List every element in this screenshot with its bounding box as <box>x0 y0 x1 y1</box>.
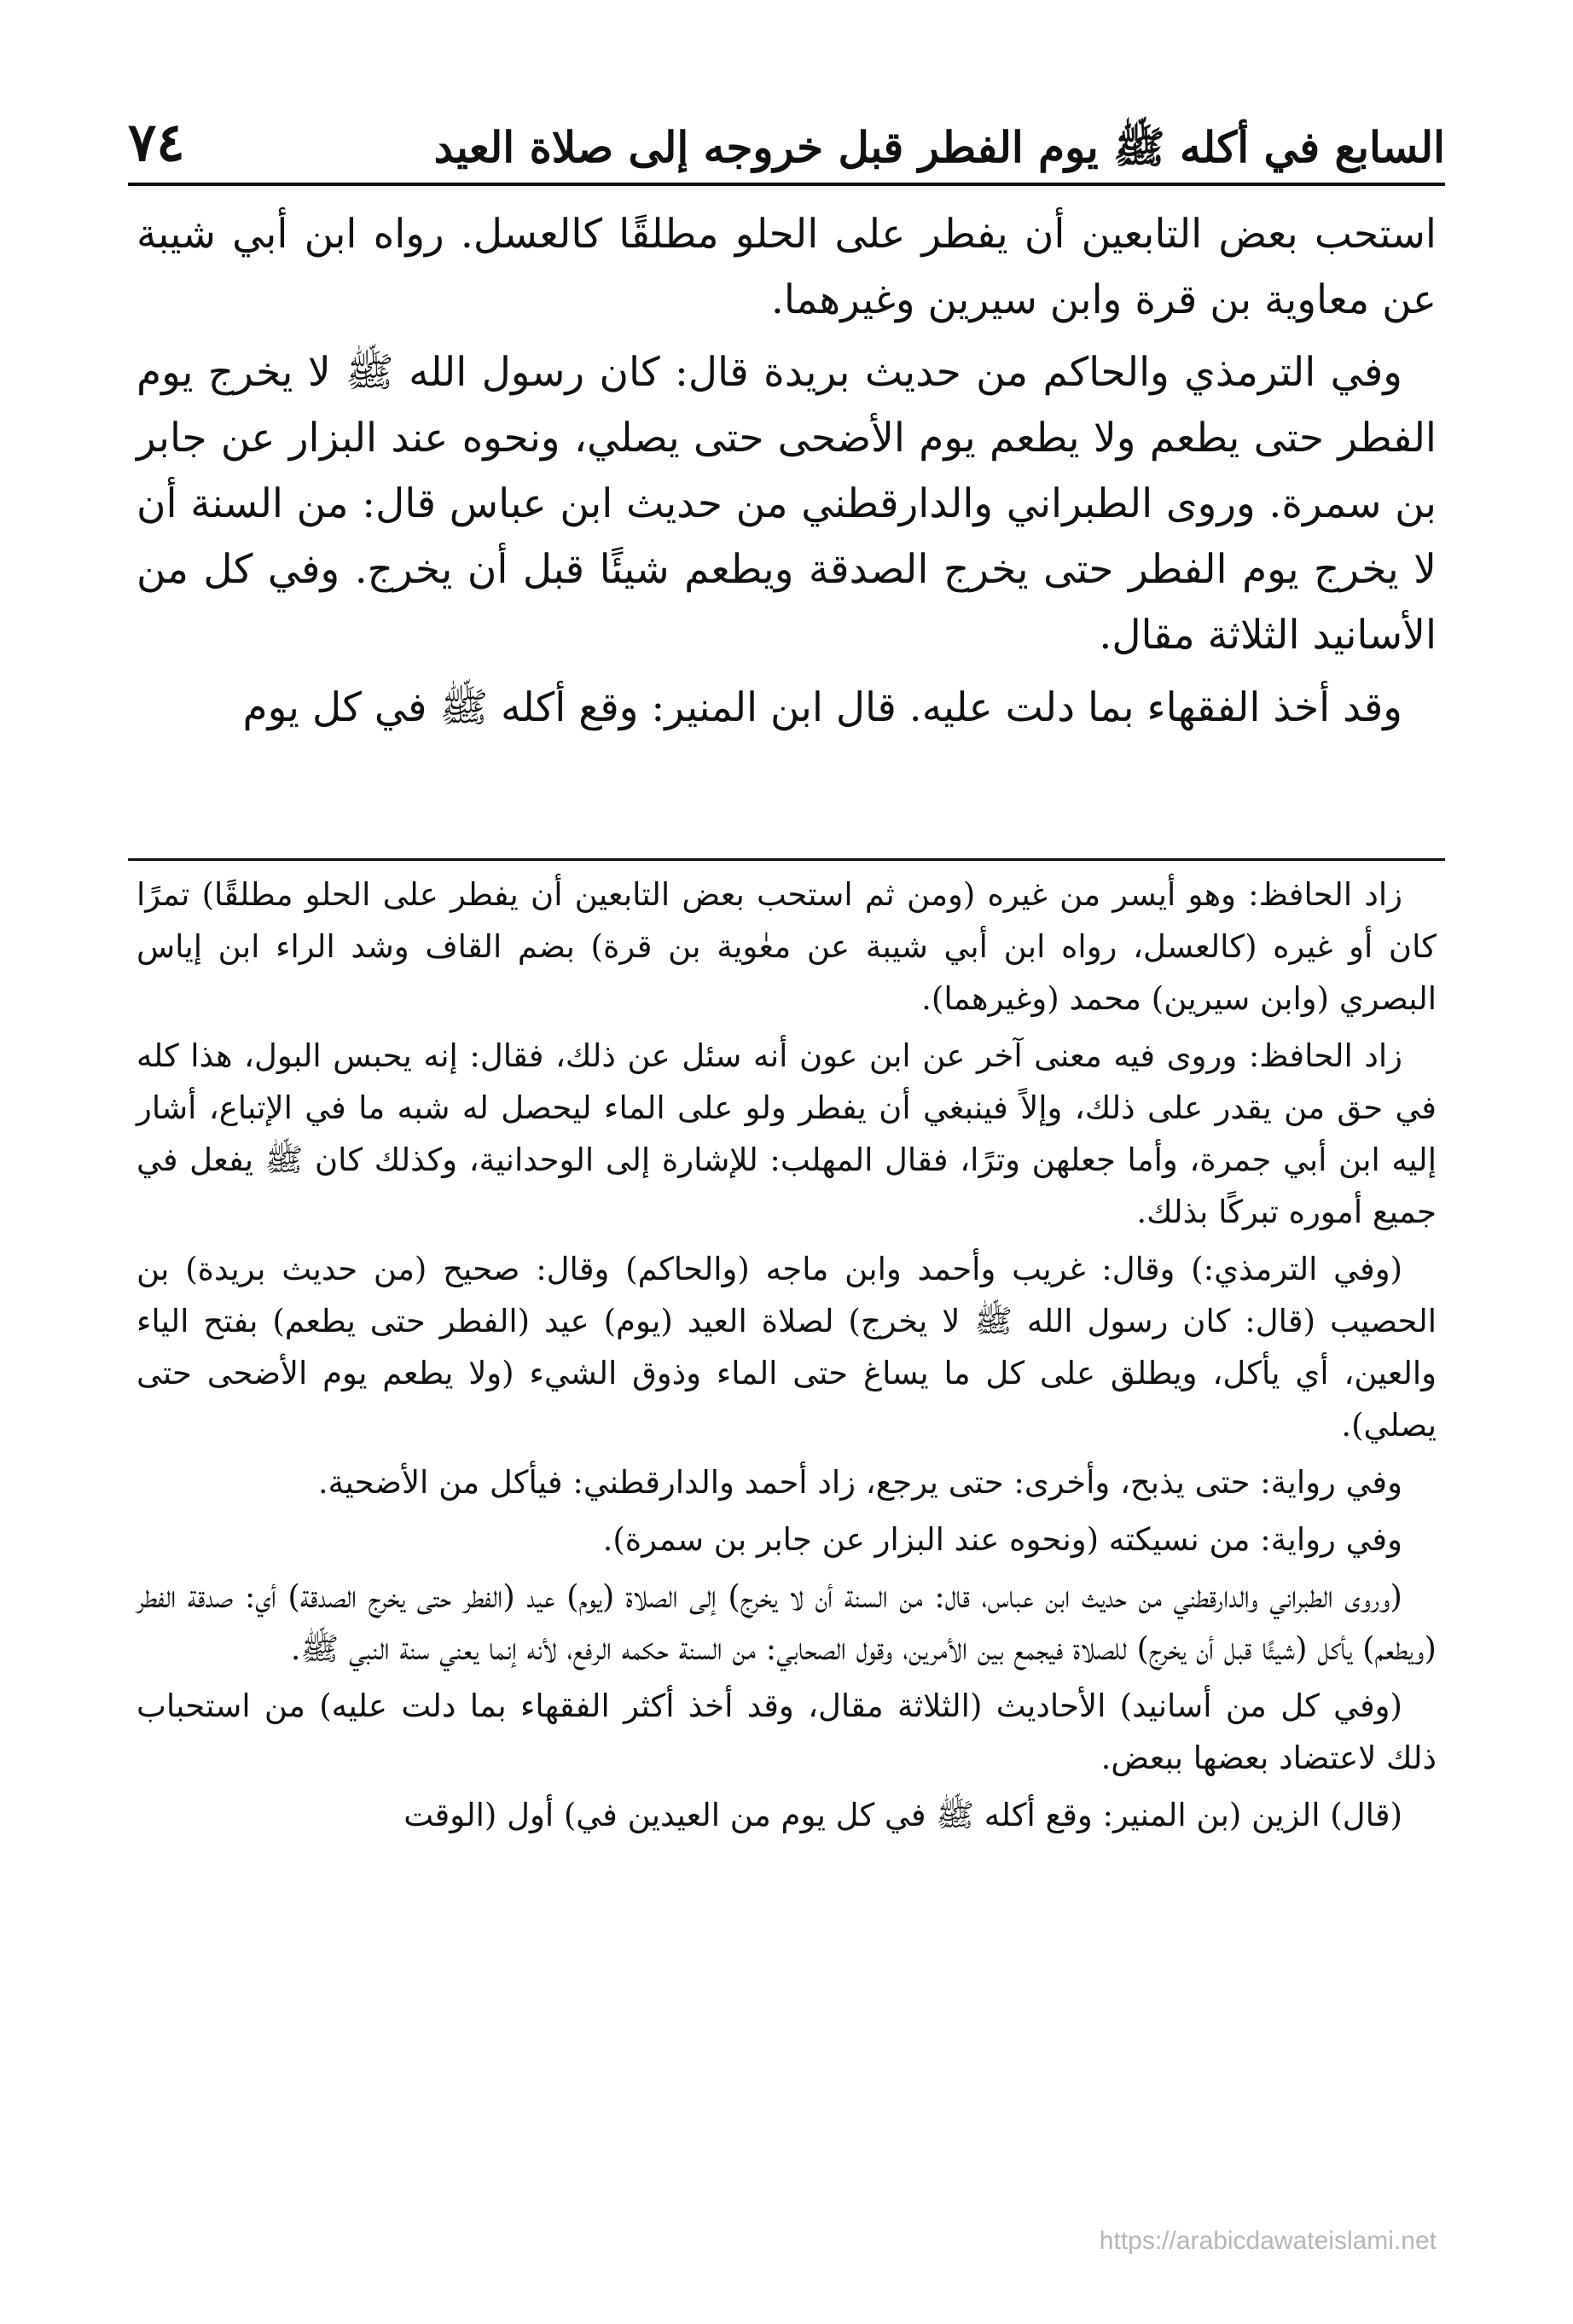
commentary-paragraph: زاد الحافظ: وهو أيسر من غيره (ومن ثم استحب بعض التابعين أن يفطر على الحلو مطلقًا) تمرًا كان أو غيره (كالعسل، رواه ابن أبي شيبة عن معٰوية بن قرة) بضم القاف وشد الراء ابن إياس البصري (وابن سيرين) محمد (وغيرهما). <box>136 876 1437 1017</box>
commentary-paragraph: (وفي كل من أسانيد) الأحاديث (الثلاثة مقال، وقد أخذ أكثر الفقهاء بما دلت عليه) من استحباب ذلك لاعتضاد بعضها ببعض. <box>136 1688 1437 1776</box>
commentary-paragraph: وفي رواية: من نسيكته (ونحوه عند البزار عن جابر بن سمرة). <box>602 1521 1402 1558</box>
commentary-paragraph: وفي رواية: حتى يذبح، وأخرى: حتى يرجع، زاد أحمد والدارقطني: فيأكل من الأضحية. <box>317 1464 1402 1501</box>
commentary-paragraph: (وروى الطبراني والدارقطني من حديث ابن عباس، قال: من السنة أن لا يخرج) إلى الصلاة (يوم) عيد (الفطر حتى يخرج الصدقة) أي: صدقة الفطر (ويطعم) يأكل (شيئًا قبل أن يخرج) للصلاة فيجمع بين الأمرين، وقول الصحابي: من السنة حكمه الرفع، لأنه إنما يعني سنة النبي ﷺ. <box>136 1578 1437 1667</box>
page-number: ٧٤ <box>128 111 185 173</box>
page-header <box>128 101 1445 173</box>
header-rule <box>128 183 1445 186</box>
commentary-paragraph: (قال) الزين (بن المنير: وقع أكله ﷺ في كل يوم من العيدين في) أول (الوقت <box>403 1797 1402 1833</box>
running-title: السابع في أكله ﷺ يوم الفطر قبل خروجه إلى صلاة العيد <box>433 122 1445 172</box>
watermark-url: https://arabicdawateislami.net <box>1099 2227 1437 2255</box>
commentary-paragraph: زاد الحافظ: وروى فيه معنى آخر عن ابن عون أنه سئل عن ذلك، فقال: إنه يحبس البول، هذا كله في حق من يقدر على ذلك، وإلاً فينبغي أن يفطر ولو على الماء ليحصل له شبه ما في الإتباع، أشار إليه ابن أبي جمرة، وأما جعلهن وترًا، فقال المهلب: للإشارة إلى الوحدانية، وكذلك كان ﷺ يفعل في جميع أموره تبركًا بذلك. <box>136 1037 1437 1230</box>
commentary <box>136 869 1437 1846</box>
commentary-paragraph: (وفي الترمذي:) وقال: غريب وأحمد وابن ماجه (والحاكم) وقال: صحيح (من حديث بريدة) بن الحصيب (قال: كان رسول الله ﷺ لا يخرج) لصلاة العيد (يوم) عيد (الفطر حتى يطعم) بفتح الياء والعين، أي يأكل، ويطلق على كل ما يساغ حتى الماء وذوق الشيء (ولا يطعم يوم الأضحى حتى يصلي). <box>136 1251 1437 1444</box>
main-text <box>136 201 1437 747</box>
commentary-divider <box>128 858 1445 861</box>
main-paragraph: وفي الترمذي والحاكم من حديث بريدة قال: كان رسول الله ﷺ لا يخرج يوم الفطر حتى يطعم ولا يطعم يوم الأضحى حتى يصلي، ونحوه عند البزار عن جابر بن سمرة. وروى الطبراني والدارقطني من حديث ابن عباس قال: من السنة أن لا يخرج يوم الفطر حتى يخرج الصدقة ويطعم شيئًا قبل أن يخرج. وفي كل من الأسانيد الثلاثة مقال. <box>136 349 1437 659</box>
main-paragraph: وقد أخذ الفقهاء بما دلت عليه. قال ابن المنير: وقع أكله ﷺ في كل يوم <box>242 684 1402 731</box>
main-paragraph: استحب بعض التابعين أن يفطر على الحلو مطلقًا كالعسل. رواه ابن أبي شيبة عن معاوية بن قرة وابن سيرين وغيرهما. <box>136 211 1437 323</box>
